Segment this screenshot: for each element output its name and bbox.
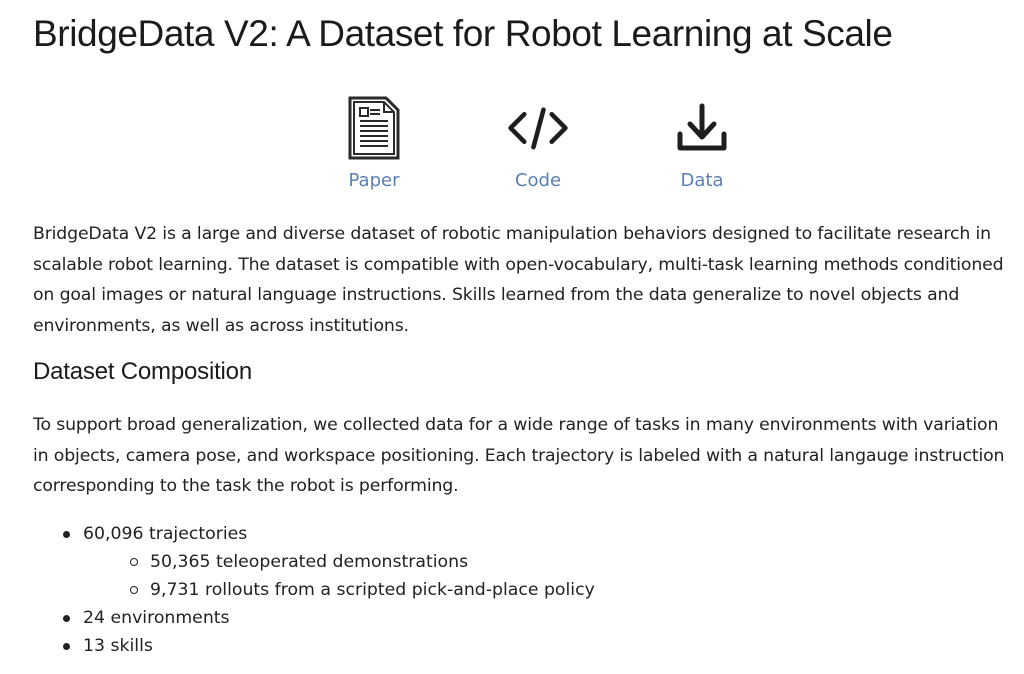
data-link[interactable] bbox=[663, 92, 741, 191]
stat-item: 13 skills bbox=[33, 632, 1018, 660]
stat-item: 60,096 trajectories bbox=[33, 520, 1018, 548]
paper-link[interactable] bbox=[335, 92, 413, 191]
stat-subitem: 9,731 rollouts from a scripted pick-and-place policy bbox=[33, 576, 1018, 604]
page-title: BridgeData V2: A Dataset for Robot Learning at Scale bbox=[33, 13, 893, 54]
paper-icon bbox=[342, 92, 406, 164]
section-heading: Dataset Composition bbox=[33, 358, 252, 385]
resource-links bbox=[335, 92, 741, 191]
code-icon bbox=[506, 92, 570, 164]
stat-subitem: 50,365 teleoperated demonstrations bbox=[33, 548, 1018, 576]
code-link-label: Code bbox=[514, 170, 562, 191]
stat-item: 24 environments bbox=[33, 604, 1018, 632]
download-icon bbox=[670, 92, 734, 164]
data-link-label: Data bbox=[680, 170, 724, 191]
composition-paragraph: To support broad generalization, we collected data for a wide range of tasks in many environments with variation in objects, camera pose, and workspace positioning. Each trajectory is labeled with a natural langauge instruction corresponding to the task the robot is performing. bbox=[33, 415, 1005, 497]
code-link[interactable] bbox=[499, 92, 577, 191]
paper-link-label: Paper bbox=[348, 170, 400, 191]
intro-paragraph: BridgeData V2 is a large and diverse dataset of robotic manipulation behaviors designed to facilitate research in scalable robot learning. The dataset is compatible with open-vocabulary, multi-task learning methods conditioned on goal images or natural language instructions. Skills learned from the data generalize to novel objects and environments, as well as across institutions. bbox=[33, 224, 1004, 336]
stats-list bbox=[33, 520, 1018, 660]
